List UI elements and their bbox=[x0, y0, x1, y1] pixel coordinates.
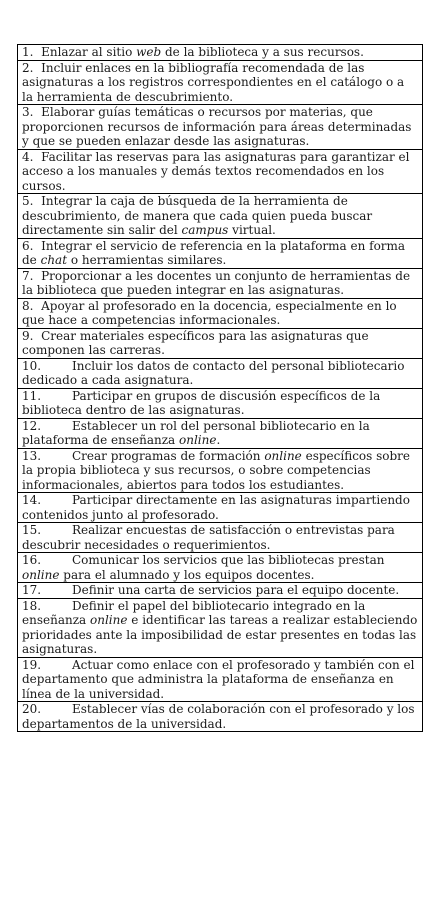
table-row bbox=[18, 493, 423, 523]
italic-text: web bbox=[136, 45, 162, 59]
item-text: Incluir los datos de contacto del personal bibliotecario dedicado a cada asignatura. bbox=[22, 358, 405, 387]
item-text: Integrar la caja de búsqueda de la herramienta de descubrimiento, de manera que cada quien pueda buscar directamente sin salir del bbox=[22, 194, 373, 237]
item-text: Apoyar al profesorado en la docencia, especialmente en lo que hace a competencias informacionales. bbox=[22, 298, 397, 327]
item-text: Crear materiales específicos para las asignaturas que componen las carreras. bbox=[22, 328, 369, 357]
item-text: Facilitar las reservas para las asignaturas para garantizar el acceso a los manuales y demás textos recomendados en los cursos. bbox=[22, 149, 410, 193]
item-number: 11. bbox=[22, 388, 42, 403]
recommendation-cell bbox=[18, 388, 423, 418]
table-row bbox=[18, 598, 423, 657]
item-text: Enlazar al sitio bbox=[41, 45, 137, 59]
table-row bbox=[18, 328, 423, 358]
item-text: Crear programas de formación bbox=[72, 448, 265, 463]
recommendations-table-body bbox=[18, 45, 423, 732]
item-text: Establecer un rol del personal bibliotecario en la plataforma de enseñanza bbox=[22, 418, 370, 447]
item-number: 5. bbox=[22, 194, 34, 208]
italic-text: chat bbox=[40, 253, 68, 267]
item-number: 4. bbox=[22, 149, 34, 164]
item-text: virtual. bbox=[228, 223, 276, 237]
recommendation-cell bbox=[18, 149, 423, 194]
item-text: Definir una carta de servicios para el equipo docente. bbox=[72, 583, 400, 597]
table-row bbox=[18, 238, 423, 268]
recommendation-cell bbox=[18, 493, 423, 523]
italic-text: online bbox=[179, 433, 217, 447]
item-number: 9. bbox=[22, 328, 34, 343]
table-row bbox=[18, 388, 423, 418]
item-text: Establecer vías de colaboración con el profesorado y los departamentos de la universidad. bbox=[22, 702, 415, 731]
item-text: e identificar las tareas a realizar estableciendo prioridades ante la imposibilidad de estar presentes en todas las asignaturas. bbox=[22, 613, 418, 656]
table-row bbox=[18, 553, 423, 583]
recommendation-cell bbox=[18, 268, 423, 298]
item-text: Proporcionar a les docentes un conjunto de herramientas de la biblioteca que pueden integrar en las asignaturas. bbox=[22, 268, 411, 297]
recommendation-cell bbox=[18, 238, 423, 268]
italic-text: online bbox=[22, 567, 60, 582]
item-text: Actuar como enlace con el profesorado y también con el departamento que administra la plataforma de enseñanza en línea de la universidad. bbox=[22, 657, 415, 701]
italic-text: campus bbox=[181, 223, 229, 237]
table-row bbox=[18, 194, 423, 239]
item-number: 18. bbox=[22, 598, 42, 613]
item-number: 13. bbox=[22, 448, 42, 463]
recommendation-cell bbox=[18, 702, 423, 732]
item-number: 17. bbox=[22, 583, 42, 597]
table-row bbox=[18, 358, 423, 388]
item-number: 15. bbox=[22, 523, 42, 537]
recommendation-cell bbox=[18, 657, 423, 702]
table-row bbox=[18, 418, 423, 448]
table-row bbox=[18, 268, 423, 298]
item-text: para el alumnado y los equipos docentes. bbox=[59, 567, 315, 582]
item-number: 10. bbox=[22, 358, 42, 373]
italic-text: online bbox=[90, 613, 128, 627]
item-number: 16. bbox=[22, 553, 42, 567]
item-text: de la biblioteca y a sus recursos. bbox=[161, 45, 364, 59]
table-row bbox=[18, 105, 423, 150]
table-row bbox=[18, 702, 423, 732]
item-number: 6. bbox=[22, 238, 34, 253]
recommendation-cell bbox=[18, 523, 423, 553]
item-number: 19. bbox=[22, 657, 42, 672]
italic-text: online bbox=[264, 448, 302, 463]
item-text: . bbox=[216, 433, 221, 447]
item-text: Realizar encuestas de satisfacción o entrevistas para descubrir necesidades o requerimientos. bbox=[22, 523, 395, 552]
item-text: Participar en grupos de discusión específicos de la biblioteca dentro de las asignaturas. bbox=[22, 388, 381, 417]
item-text: Comunicar los servicios que las bibliotecas prestan bbox=[72, 553, 385, 567]
recommendation-cell bbox=[18, 45, 423, 61]
item-number: 20. bbox=[22, 702, 42, 716]
item-number: 1. bbox=[22, 45, 34, 59]
item-number: 2. bbox=[22, 60, 34, 75]
item-number: 7. bbox=[22, 268, 34, 283]
recommendation-cell bbox=[18, 194, 423, 239]
recommendation-cell bbox=[18, 583, 423, 599]
recommendation-cell bbox=[18, 105, 423, 150]
recommendations-table bbox=[17, 44, 423, 732]
recommendation-cell bbox=[18, 553, 423, 583]
recommendation-cell bbox=[18, 418, 423, 448]
item-number: 12. bbox=[22, 418, 42, 433]
item-text: Integrar el servicio de referencia en la plataforma en forma de bbox=[22, 238, 406, 267]
table-row bbox=[18, 657, 423, 702]
table-row bbox=[18, 583, 423, 599]
recommendation-cell bbox=[18, 448, 423, 493]
table-row bbox=[18, 60, 423, 105]
recommendation-cell bbox=[18, 328, 423, 358]
item-text: específicos sobre la propia biblioteca y sus recursos, o sobre competencias informacionales, abiertos para todos los estudiantes. bbox=[22, 448, 411, 492]
item-text: Participar directamente en las asignaturas impartiendo contenidos junto al profesorado. bbox=[22, 493, 410, 522]
recommendation-cell bbox=[18, 358, 423, 388]
table-row bbox=[18, 45, 423, 61]
table-row bbox=[18, 523, 423, 553]
item-number: 3. bbox=[22, 105, 34, 119]
item-text: Definir el papel del bibliotecario integrado en la enseñanza bbox=[22, 598, 366, 627]
recommendation-cell bbox=[18, 598, 423, 657]
item-text: o herramientas similares. bbox=[67, 253, 227, 267]
table-row bbox=[18, 448, 423, 493]
table-row bbox=[18, 149, 423, 194]
item-text: Elaborar guías temáticas o recursos por materias, que proporcionen recursos de información para áreas determinadas y que se pueden enlazar desde las asignaturas. bbox=[22, 105, 412, 148]
item-number: 8. bbox=[22, 298, 34, 313]
item-text: Incluir enlaces en la bibliografía recomendada de las asignaturas a los registros correspondientes en el catálogo o a la herramienta de descubrimiento. bbox=[22, 60, 405, 104]
recommendation-cell bbox=[18, 60, 423, 105]
recommendation-cell bbox=[18, 298, 423, 328]
item-number: 14. bbox=[22, 493, 42, 507]
table-row bbox=[18, 298, 423, 328]
